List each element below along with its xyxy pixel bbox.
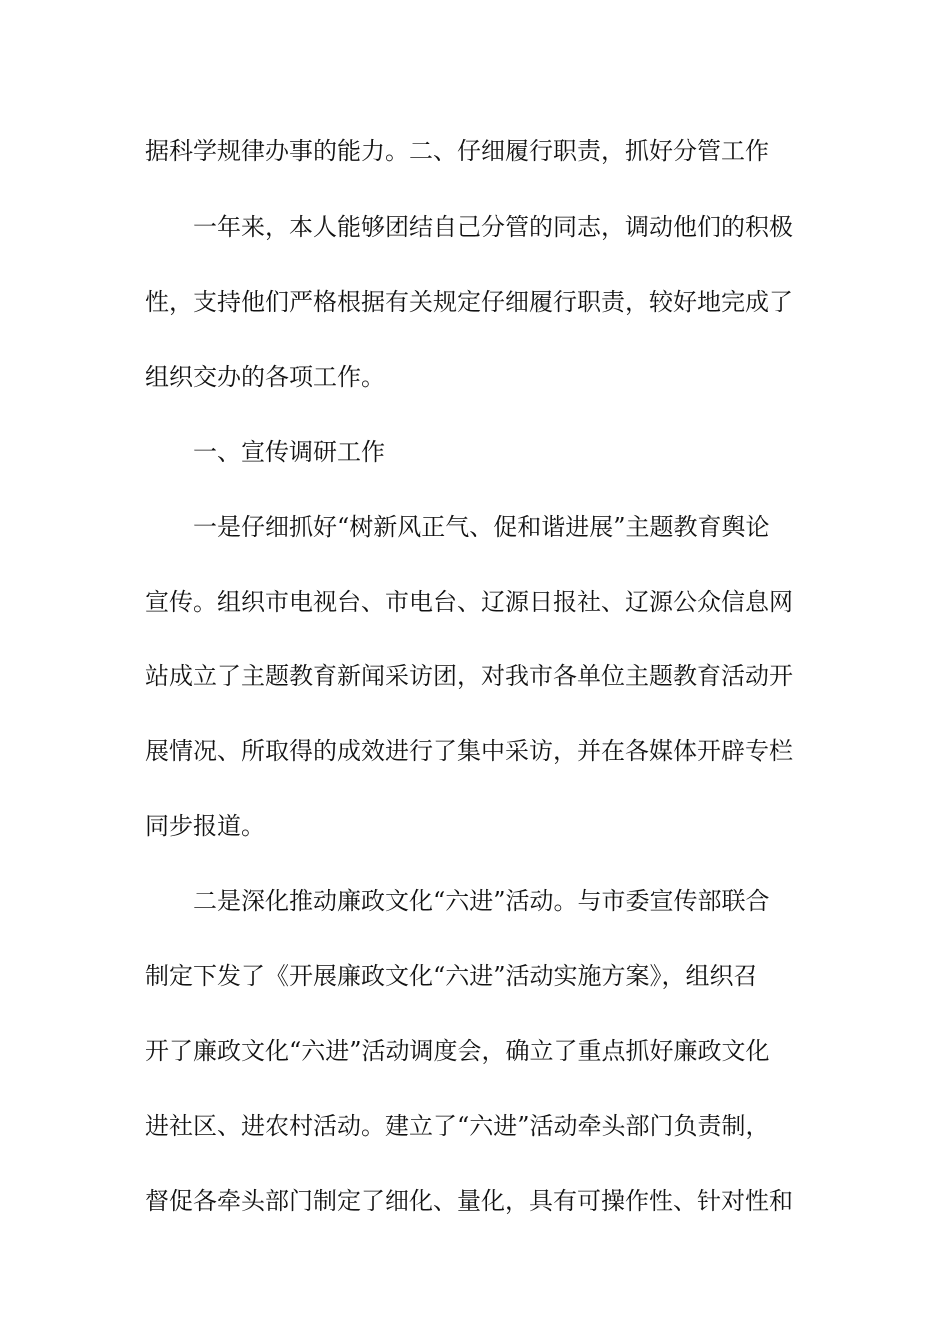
text-line-10: 同步报道。 <box>145 812 265 840</box>
text-line-11: 二是深化推动廉政文化“六进”活动。与市委宣传部联合 <box>193 887 770 915</box>
text-line-13: 开了廉政文化“六进”活动调度会，确立了重点抓好廉政文化 <box>145 1037 770 1065</box>
text-line-9: 展情况、所取得的成效进行了集中采访，并在各媒体开辟专栏 <box>145 737 793 765</box>
text-line-8: 站成立了主题教育新闻采访团，对我市各单位主题教育活动开 <box>145 662 793 690</box>
text-line-12: 制定下发了《开展廉政文化“六进”活动实施方案》，组织召 <box>145 962 758 990</box>
text-line-15: 督促各牵头部门制定了细化、量化，具有可操作性、针对性和 <box>145 1187 793 1215</box>
text-line-2: 一年来，本人能够团结自己分管的同志，调动他们的积极 <box>193 213 793 241</box>
section-heading: 一、宣传调研工作 <box>193 438 385 466</box>
text-line-4: 组织交办的各项工作。 <box>145 363 385 391</box>
text-line-3: 性，支持他们严格根据有关规定仔细履行职责，较好地完成了 <box>145 288 793 316</box>
text-line-1: 据科学规律办事的能力。二、仔细履行职责，抓好分管工作 <box>145 137 769 165</box>
text-line-6: 一是仔细抓好“树新风正气、促和谐进展”主题教育舆论 <box>193 513 770 541</box>
text-line-14: 进社区、进农村活动。建立了“六进”活动牵头部门负责制， <box>145 1112 770 1140</box>
text-line-7: 宣传。组织市电视台、市电台、辽源日报社、辽源公众信息网 <box>145 588 793 616</box>
